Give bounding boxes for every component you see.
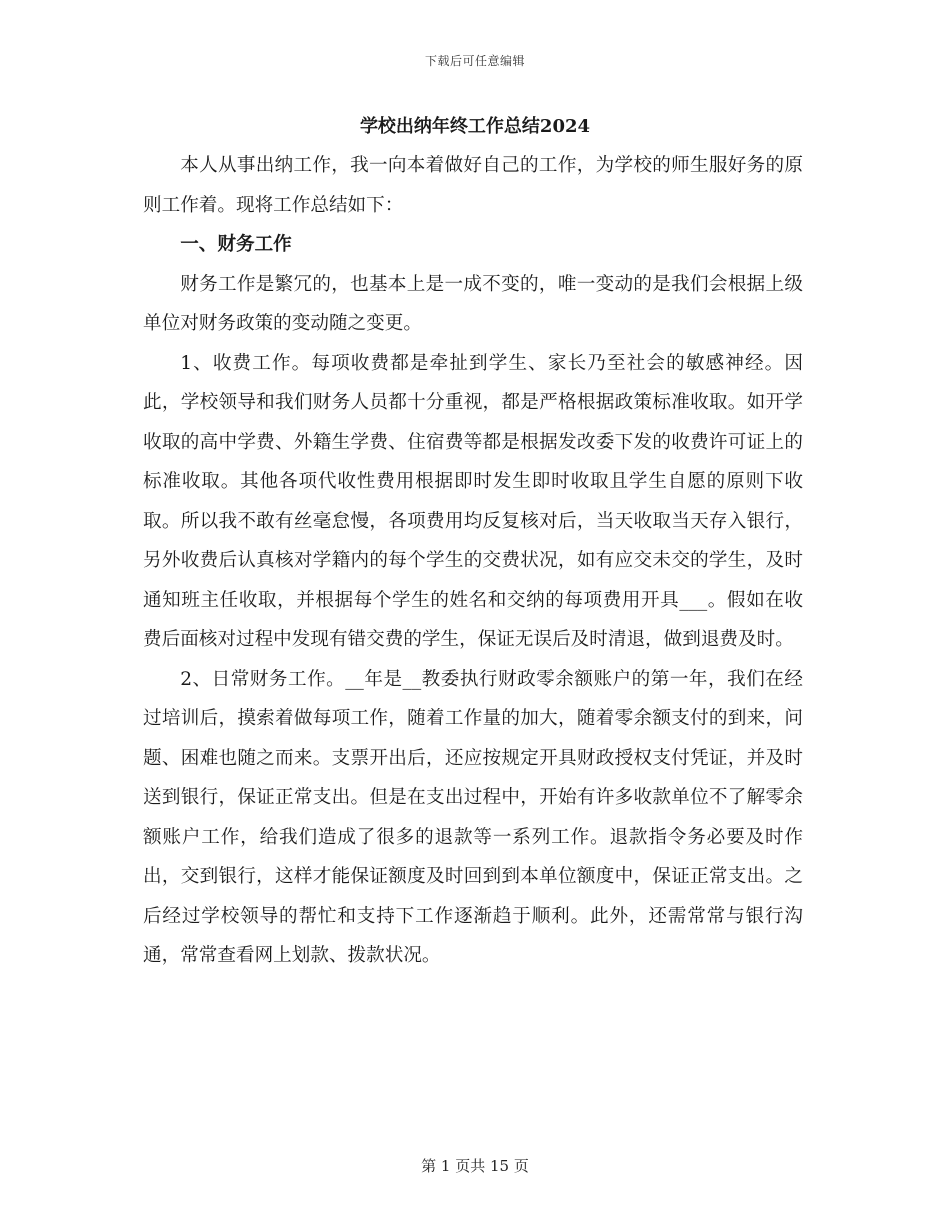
paragraph-intro: 本人从事出纳工作，我一向本着做好自己的工作，为学校的师生服好务的原则工作着。现将工作总结如下：: [143, 155, 803, 216]
section-heading-finance: 一、财务工作: [180, 234, 292, 255]
paragraph-fee-collection: 1、收费工作。每项收费都是牵扯到学生、家长乃至社会的敏感神经。因此，学校领导和我们财务人员都十分重视，都是严格根据政策标准收取。如开学收取的高中学费、外籍生学费、住宿费等都是根据发改委下发的收费许可证上的标准收取。其他各项代收性费用根据即时发生即时收取且学生自愿的原则下收取。所以我不敢有丝毫怠慢，各项费用均反复核对后，当天收取当天存入银行，另外收费后认真核对学籍内的每个学生的交费状况，如有应交未交的学生，及时通知班主任收取，并根据每个学生的姓名和交纳的每项费用开具___。假如在收费后面核对过程中发现有错交费的学生，保证无误后及时清退，做到退费及时。: [143, 352, 803, 650]
paragraph-finance-overview: 财务工作是繁冗的，也基本上是一成不变的，唯一变动的是我们会根据上级单位对财务政策的变动随之变更。: [143, 273, 803, 334]
paragraph-daily-finance: 2、日常财务工作。__年是__教委执行财政零余额账户的第一年，我们在经过培训后，摸索着做每项工作，随着工作量的加大，随着零余额支付的到来，问题、困难也随之而来。支票开出后，还应按规定开具财政授权支付凭证，并及时送到银行，保证正常支出。但是在支出过程中，开始有许多收款单位不了解零余额账户工作，给我们造成了很多的退款等一系列工作。退款指令务必要及时作出，交到银行，这样才能保证额度及时回到到本单位额度中，保证正常支出。之后经过学校领导的帮忙和支持下工作逐渐趋于顺利。此外，还需常常与银行沟通，常常查看网上划款、拨款状况。: [143, 668, 803, 966]
document-body: [143, 146, 803, 976]
header-note: 下载后可任意编辑: [424, 54, 525, 68]
document-title: 学校出纳年终工作总结2024: [359, 116, 591, 137]
page-indicator: 第 1 页共 15 页: [421, 1157, 529, 1175]
